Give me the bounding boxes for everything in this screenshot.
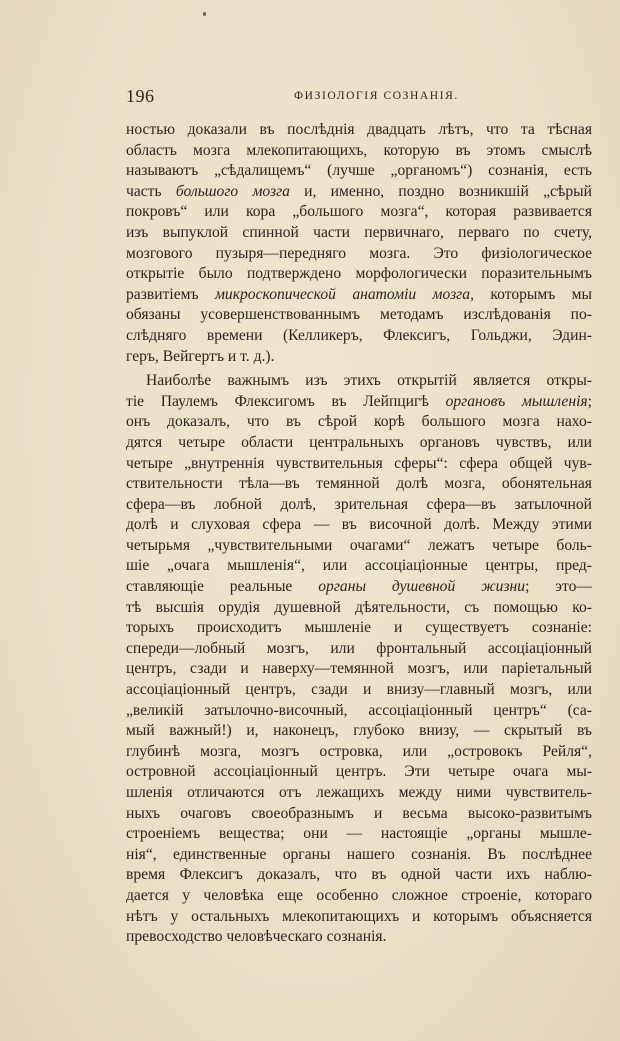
line-text: ностью доказали въ послѣднія двадцать лѣтъ, что та тѣсная — [126, 121, 592, 138]
italic-text: большого мозга — [175, 182, 290, 200]
line-text: часть — [126, 182, 176, 200]
text-line — [126, 161, 592, 182]
text-line — [126, 639, 592, 660]
line-text: нѣтъ у остальныхъ млекопитающихъ и которымъ объясняется — [126, 907, 592, 925]
text-line — [126, 326, 592, 347]
line-text: геръ, Вейгертъ и т. д.). — [126, 347, 275, 365]
line-text: тіе Паулемъ Флексигомъ въ Лейпцигѣ — [126, 392, 446, 410]
line-text: превосходство человѣческаго сознанія. — [126, 928, 387, 946]
line-text: и, именно, поздно возникшій „сѣрый — [289, 182, 593, 200]
line-text: ; — [587, 392, 592, 410]
paragraph — [126, 371, 592, 948]
line-text: ствительности тѣла—въ темянной долѣ мозга, обонятельная — [126, 475, 592, 493]
line-text: мый важный!) и, наконецъ, глубоко внизу, — скрытый въ — [126, 722, 592, 740]
line-text: тѣ высшія орудія душевной дѣятельности, съ помощью ко- — [126, 598, 592, 616]
line-text: шленія отличаются отъ лежащихъ между ними чувствитель- — [126, 784, 592, 801]
text-line — [126, 701, 592, 722]
line-text: дятся четыре области центральныхъ органовъ чувствъ, или — [126, 433, 592, 451]
line-text: центръ, сзади и наверху—темянной мозгъ, или паріетальный — [126, 660, 592, 678]
text-line — [126, 556, 592, 577]
italic-text: микроскопической анатоміи мозга — [214, 285, 471, 303]
text-line — [126, 618, 592, 639]
italic-text: органовъ мышленія — [445, 392, 588, 410]
text-line — [126, 680, 592, 701]
line-text: долѣ и слуховая сфера — въ височной долѣ. Между этими — [126, 516, 592, 534]
text-line — [126, 202, 592, 223]
line-text: шіе „очага мышленія“, или ассоціаціонные центры, пред- — [126, 557, 592, 575]
line-text: спереди—лобный мозгъ, или фронтальный ассоціаціонный — [126, 639, 592, 657]
line-text: покровъ“ или кора „большого мозга“, которая развивается — [126, 203, 592, 221]
line-text: четырьмя „чувствительными очагами“ лежатъ четыре боль- — [126, 536, 592, 554]
text-line — [126, 305, 592, 326]
text-line — [126, 721, 592, 742]
line-text: мозгового пузыря—передняго мозга. Это физіологическое — [126, 244, 592, 262]
text-line — [126, 285, 592, 306]
line-text: дается у человѣка еще особенно сложное строеніе, котораго — [126, 886, 592, 904]
text-line — [126, 392, 592, 413]
line-text: слѣдняго времени (Келликеръ, Флексигъ, Гольджи, Эдин- — [126, 326, 592, 344]
line-text: торыхъ происходитъ мышленіе и существуетъ сознаніе: — [126, 619, 592, 637]
text-line — [126, 474, 592, 495]
line-text: , которымъ мы — [470, 285, 593, 303]
line-text: развитіемъ — [126, 285, 215, 303]
text-line — [126, 804, 592, 825]
line-text: обязаны усовершенствованнымъ методамъ изслѣдованія по- — [126, 306, 592, 324]
line-text: ; это— — [525, 578, 592, 596]
line-text: четыре „внутреннія чувствительныя сферы“: сфера общей чув- — [126, 454, 592, 472]
text-line — [126, 515, 592, 536]
text-line — [126, 886, 592, 907]
line-text: сфера—въ лобной долѣ, зрительная сфера—въ затылочной — [126, 495, 592, 513]
text-line — [126, 824, 592, 845]
text-line — [126, 742, 592, 763]
text-line — [126, 433, 592, 454]
line-text: изъ выпуклой спинной части первичнаго, перваго по счету, — [126, 223, 592, 241]
running-title: ФИЗІОЛОГІЯ СОЗНАНІЯ. — [294, 90, 459, 102]
line-text: ассоціаціонный центръ, сзади и внизу—главный мозгъ, или — [126, 681, 592, 699]
text-line — [126, 182, 592, 203]
line-text: ныхъ очаговъ своеобразнымъ и весьма высоко-развитымъ — [126, 804, 592, 822]
ink-speck — [203, 12, 206, 16]
paragraph — [126, 120, 592, 367]
italic-text: органы душевной жизни — [318, 578, 526, 596]
line-text: „великій затылочно-височный, ассоціаціонный центръ“ (са- — [126, 701, 592, 719]
text-line — [126, 536, 592, 557]
text-line — [126, 783, 592, 804]
line-text: время Флексигъ доказалъ, что въ одной части ихъ наблю- — [126, 866, 592, 884]
text-line — [126, 371, 592, 392]
text-line — [126, 347, 592, 368]
text-line — [126, 264, 592, 285]
line-text: нія“, единственные органы нашего сознанія. Въ послѣднее — [126, 845, 592, 863]
line-text: называютъ „сѣдалищемъ“ (лучше „органомъ“) сознанія, есть — [126, 162, 592, 180]
line-text: островной ассоціаціонный центръ. Эти четыре очага мы- — [126, 763, 592, 781]
text-line — [126, 120, 592, 141]
text-line — [126, 598, 592, 619]
line-text: глубинѣ мозга, мозгъ островка, или „островокъ Рейля“, — [126, 742, 592, 760]
line-text: открытіе было подтверждено морфологически поразительнымъ — [126, 265, 592, 283]
text-line — [126, 845, 592, 866]
page-number: 196 — [126, 86, 155, 106]
text-line — [126, 412, 592, 433]
line-text: строеніемъ вещества; они — настоящіе „органы мышле- — [126, 825, 592, 843]
line-text: Наиболѣе важнымъ изъ этихъ открытій является откры- — [146, 372, 592, 390]
text-line — [126, 495, 592, 516]
body-text — [126, 120, 592, 948]
line-text: онъ доказалъ, что въ сѣрой корѣ большого мозга нахо- — [126, 413, 592, 431]
line-text: область мозга млекопитающихъ, которую въ этомъ смыслѣ — [126, 141, 592, 159]
text-line — [126, 244, 592, 265]
line-text: ставляющіе реальные — [126, 578, 319, 596]
text-line — [126, 659, 592, 680]
text-line — [126, 865, 592, 886]
page-header — [126, 86, 588, 108]
text-line — [126, 223, 592, 244]
text-line — [126, 907, 592, 928]
text-line — [126, 927, 592, 948]
text-line — [126, 762, 592, 783]
text-line — [126, 454, 592, 475]
text-line — [126, 577, 592, 598]
text-line — [126, 141, 592, 162]
